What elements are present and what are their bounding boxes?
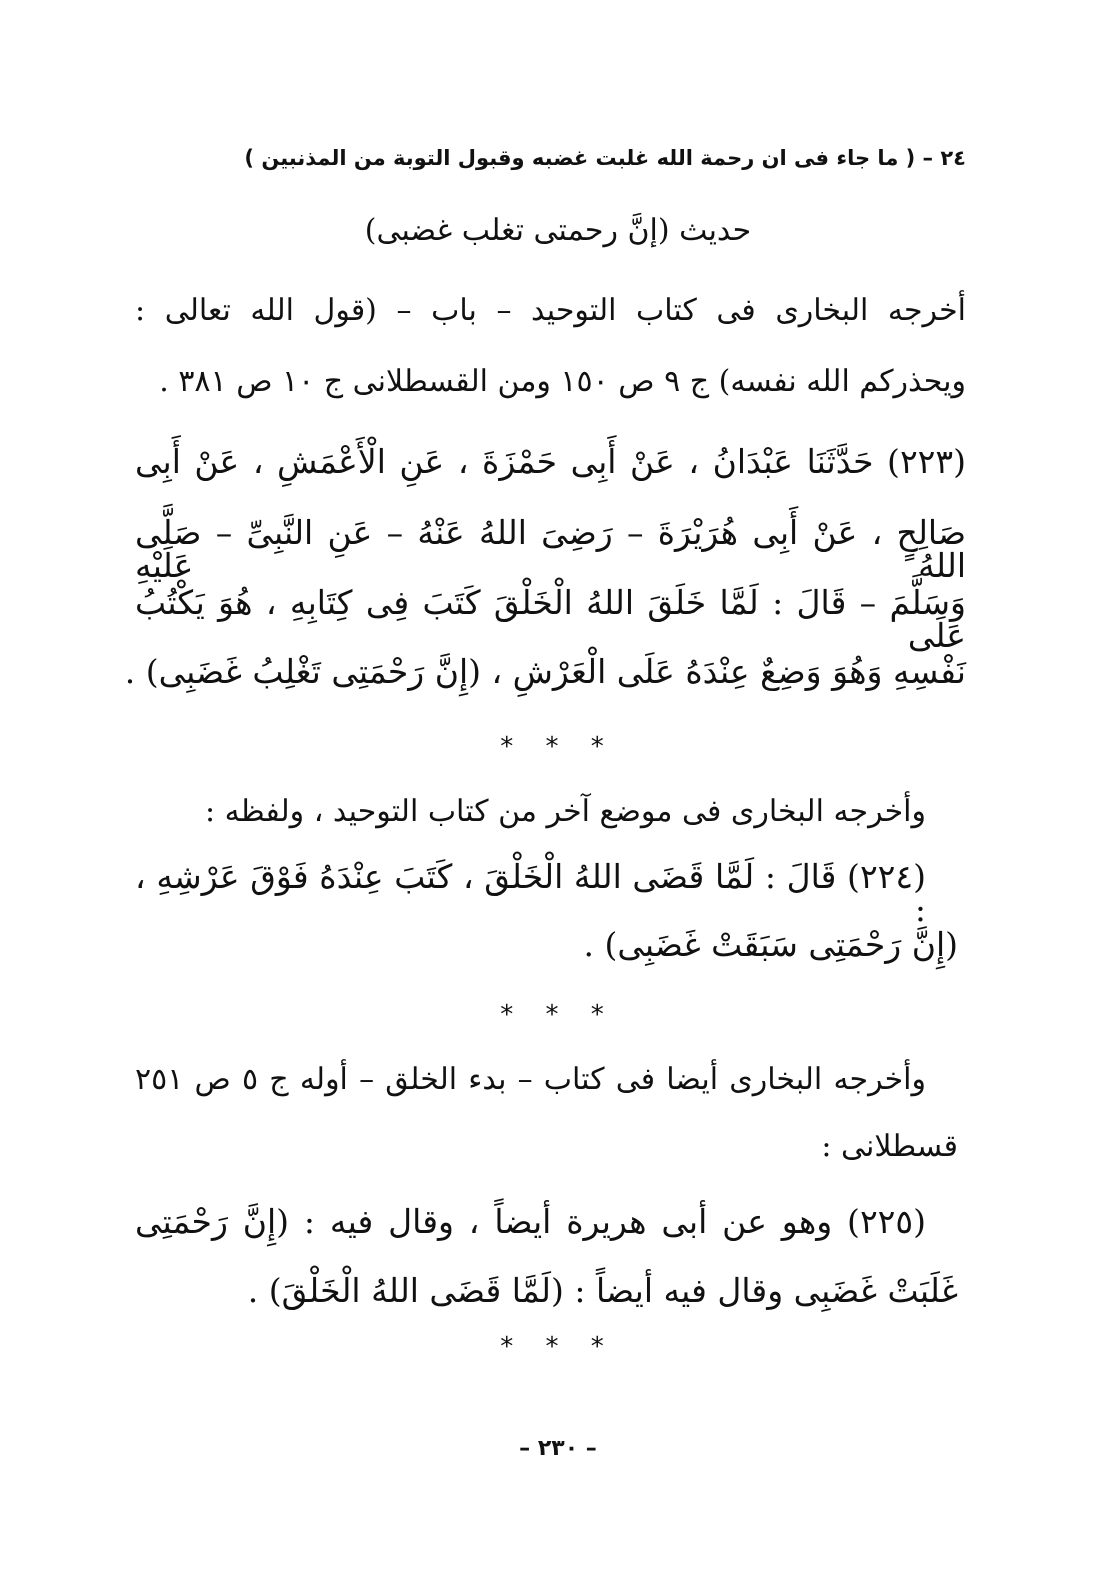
hadith-heading: حديث (إنَّ رحمتى تغلب غضبى) xyxy=(364,213,752,248)
hadith-225-line-1: (٢٢٥) وهو عن أبى هريرة أيضاً ، وقال فيه : (إِنَّ رَحْمَتِى xyxy=(135,1202,926,1241)
separator-stars-2: * * * xyxy=(500,1000,616,1030)
hadith-224-line-2: (إِنَّ رَحْمَتِى سَبَقَتْ غَضَبِى) . xyxy=(583,925,958,964)
hadith-223-line-2: صَالِحٍ ، عَنْ أَبِى هُرَيْرَةَ – رَضِىَ اللهُ عَنْهُ – عَنِ النَّبِىِّ – صَلَّى اللهُ عَلَيْهِ xyxy=(135,513,966,585)
hadith-223-line-1: (٢٢٣) حَدَّثَنَا عَبْدَانُ ، عَنْ أَبِى حَمْزَةَ ، عَنِ الْأَعْمَشِ ، عَنْ أَبِى xyxy=(135,442,966,481)
section2-intro: وأخرجه البخارى فى موضع آخر من كتاب التوحيد ، ولفظه : xyxy=(205,794,926,829)
page-number: – ٢٣٠ – xyxy=(519,1436,597,1461)
hadith-224-line-1: (٢٢٤) قَالَ : لَمَّا قَضَى اللهُ الْخَلْقَ ، كَتَبَ عِنْدَهُ فَوْقَ عَرْشِهِ ، : xyxy=(135,857,926,929)
section1-line-1: أخرجه البخارى فى كتاب التوحيد – باب – (قول الله تعالى : xyxy=(135,293,966,328)
section3-intro-line-1: وأخرجه البخارى أيضا فى كتاب – بدء الخلق – أوله ج ٥ ص ٢٥١ xyxy=(135,1062,926,1097)
separator-stars-1: * * * xyxy=(500,732,616,762)
section3-intro-line-2: قسطلانى : xyxy=(821,1129,958,1164)
section1-line-2: ويحذركم الله نفسه) ج ٩ ص ١٥٠ ومن القسطلانى ج ١٠ ص ٣٨١ . xyxy=(159,364,966,399)
chapter-title: ٢٤ – ( ما جاء فى ان رحمة الله غلبت غضبه وقبول التوبة من المذنبين ) xyxy=(244,146,966,170)
hadith-225-line-2: غَلَبَتْ غَضَبِى وقال فيه أيضاً : (لَمَّا قَضَى اللهُ الْخَلْقَ) . xyxy=(247,1271,958,1310)
hadith-223-line-3: وَسَلَّمَ – قَالَ : لَمَّا خَلَقَ اللهُ الْخَلْقَ كَتَبَ فِى كِتَابِهِ ، هُوَ يَكْتُبُ عَلَى xyxy=(135,583,966,655)
separator-stars-3: * * * xyxy=(500,1332,616,1362)
hadith-223-line-4: نَفْسِهِ وَهُوَ وَضِعٌ عِنْدَهُ عَلَى الْعَرْشِ ، (إِنَّ رَحْمَتِى تَغْلِبُ غَضَبِى) . xyxy=(124,652,966,691)
